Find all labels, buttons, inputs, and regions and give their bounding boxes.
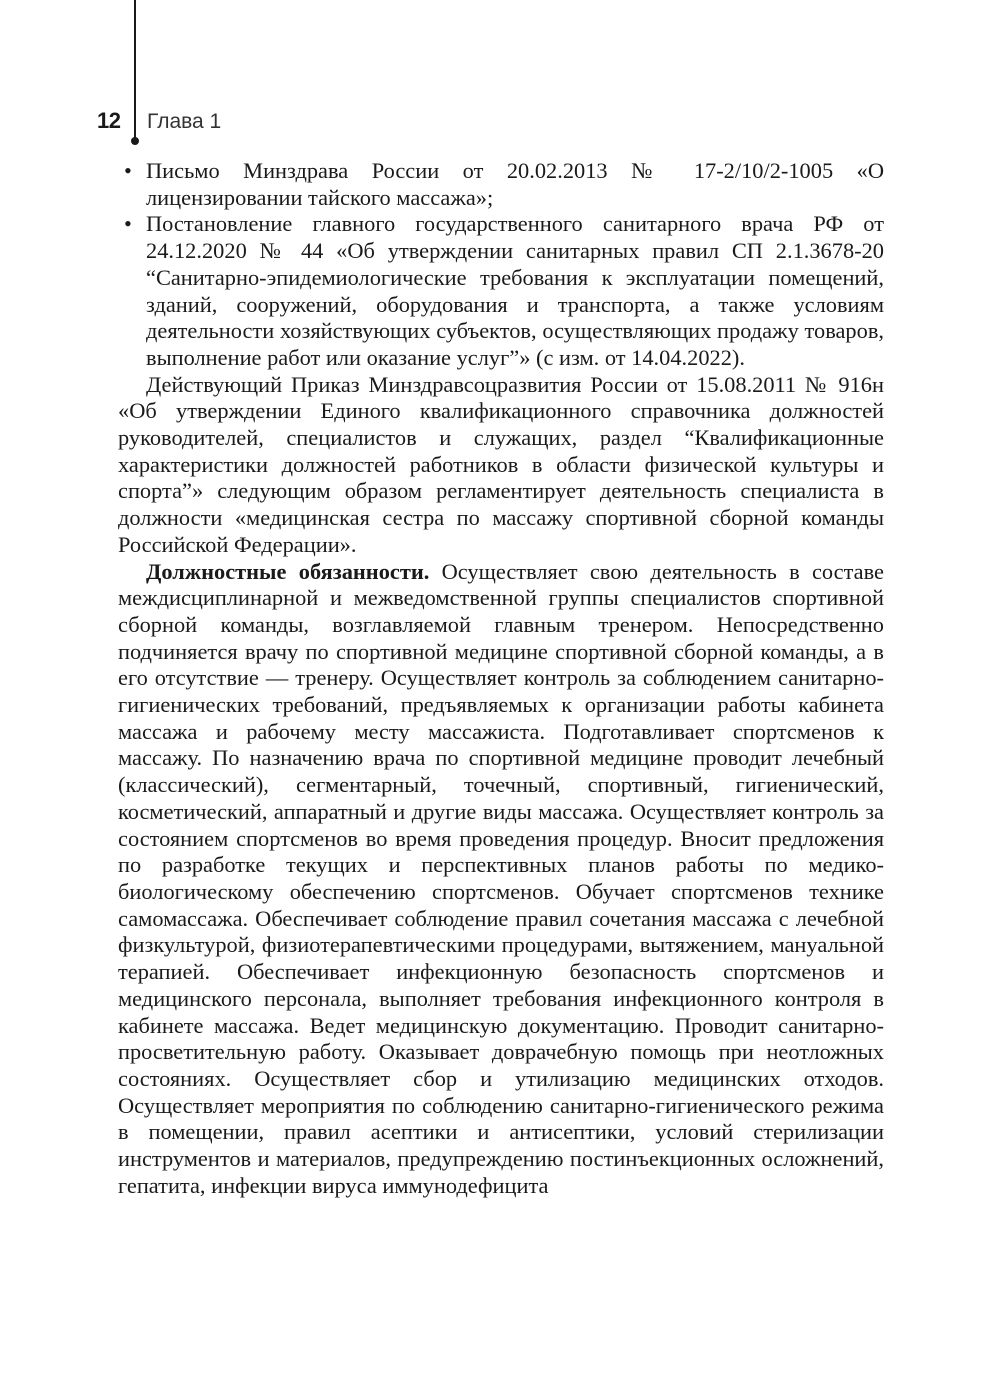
paragraph-duties [118,559,884,1200]
margin-rule [134,0,136,142]
page-number: 12 [97,108,121,133]
page-body [118,158,884,1199]
list-item: • Письмо Минздрава России от 20.02.2013 № 17-2/10/2-1005 «О лицензировании тайского массажа»; [118,158,884,211]
chapter-label: Глава 1 [147,110,222,133]
list-item: • Постановление главного государственного санитарного врача РФ от 24.12.2020 № 44 «Об утверждении санитарных правил СП 2.1.3678-20 “Санитарно-эпидемиологические требования к эксплуатации помещений, зданий, сооружений, оборудования и транспорта, а также условиям деятельности хозяйствующих субъектов, осуществляющих продажу товаров, выполнение работ или оказание услуг”» (с изм. от 14.04.2022). [118,211,884,371]
duties-heading: Должностные обязанности. [146,558,430,584]
bullet-list [118,158,884,372]
paragraph-order-reference: Действующий Приказ Минздравсоцразвития России от 15.08.2011 № 916н «Об утверждении Единого квалификационного справочника должностей руководителей, специалистов и служащих, раздел “Квалификационные характеристики должностей работников в области физической культуры и спорта”» следующим образом регламентирует деятельность специалиста в должности «медицинская сестра по массажу спортивной сборной команды Российской Федерации». [118,371,884,557]
margin-rule-dot [131,137,139,145]
duties-text: Осуществляет свою деятельность в составе междисциплинарной и межведомственной группы специалистов спортивной сборной команды, возглавляемой главным тренером. Непосредственно подчиняется врачу по спортивной медицине спортивной сборной команды, а в его отсутствие — тренеру. Осуществляет контроль за соблюдением санитарно-гигиенических требований, предъявляемых к организации работы кабинета массажа и рабочему месту массажиста. Подготавливает спортсменов к массажу. По назначению врача по спортивной медицине проводит лечебный (классический), сегментарный, точечный, спортивный, гигиенический, косметический, аппаратный и другие виды массажа. Осуществляет контроль за состоянием спортсменов во время проведения процедур. Вносит предложения по разработке текущих и перспективных планов работы по медико-биологическому обеспечению спортсменов. Обучает спортсменов технике самомассажа. Обеспечивает соблюдение правил сочетания массажа с лечебной физкультурой, физиотерапевтическими процедурами, вытяжением, мануальной терапией. Обеспечивает инфекционную безопасность спортсменов и медицинского персонала, выполняет требования инфекционного контроля в кабинете массажа. Ведет медицинскую документацию. Проводит санитарно-просветительную работу. Оказывает доврачебную помощь при неотложных состояниях. Осуществляет сбор и утилизацию медицинских отходов. Осуществляет мероприятия по соблюдению санитарно-гигиенического режима в помещении, правил асептики и антисептики, условий стерилизации инструментов и материалов, предупреждению постинъекционных осложнений, гепатита, инфекции вируса иммунодефицита [118,558,884,1198]
